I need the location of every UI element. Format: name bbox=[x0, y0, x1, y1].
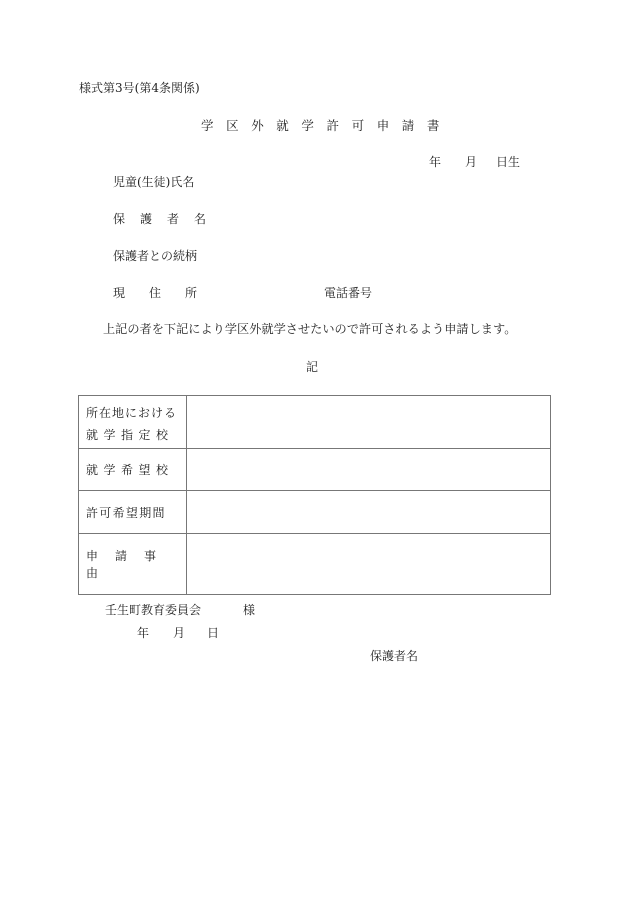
address-label-char: 現 bbox=[113, 286, 126, 300]
designated-school-field[interactable] bbox=[187, 396, 551, 449]
guardian-name-label: 保護者名 bbox=[113, 212, 222, 226]
table-row bbox=[79, 449, 551, 491]
designated-school-label bbox=[79, 396, 187, 449]
table-row bbox=[79, 491, 551, 534]
child-name-label: 児童(生徒)氏名 bbox=[113, 175, 195, 189]
application-reason-field[interactable] bbox=[187, 534, 551, 595]
address-label bbox=[113, 287, 197, 299]
table-row bbox=[79, 534, 551, 595]
application-year-label: 年 bbox=[137, 626, 150, 640]
desired-school-label bbox=[79, 449, 187, 491]
birth-year-label: 年 bbox=[429, 155, 442, 169]
desired-school-field[interactable] bbox=[187, 449, 551, 491]
relation-label: 保護者との続柄 bbox=[113, 249, 198, 263]
designated-school-label-line1: 所在地における bbox=[86, 406, 178, 420]
application-table bbox=[78, 395, 551, 595]
application-month-label: 月 bbox=[173, 626, 186, 640]
phone-label: 電話番号 bbox=[324, 286, 373, 300]
form-number: 様式第3号(第4条関係) bbox=[79, 81, 200, 95]
ki-heading: 記 bbox=[306, 360, 319, 374]
addressee-honorific: 様 bbox=[243, 603, 256, 617]
permission-period-field[interactable] bbox=[187, 491, 551, 534]
address-label-char: 所 bbox=[185, 286, 198, 300]
request-sentence: 上記の者を下記により学区外就学させたいので許可されるよう申請します。 bbox=[103, 322, 517, 336]
address-label-char: 住 bbox=[149, 286, 162, 300]
application-reason-label-text: 申請事由 bbox=[86, 549, 174, 580]
addressee-board: 壬生町教育委員会 bbox=[105, 603, 202, 617]
birth-month-label: 月 bbox=[465, 155, 478, 169]
permission-period-label bbox=[79, 491, 187, 534]
document-title: 学区外就学許可申請書 bbox=[201, 118, 453, 133]
birth-day-label: 日生 bbox=[496, 155, 521, 169]
desired-school-label-text: 就学希望校 bbox=[86, 463, 174, 477]
application-day-label: 日 bbox=[207, 626, 220, 640]
designated-school-label-line2: 就学指定校 bbox=[86, 428, 174, 442]
permission-period-label-text: 許可希望期間 bbox=[86, 505, 166, 520]
application-reason-label bbox=[79, 534, 187, 595]
guardian-signature-label: 保護者名 bbox=[370, 649, 419, 663]
table-row bbox=[79, 396, 551, 449]
